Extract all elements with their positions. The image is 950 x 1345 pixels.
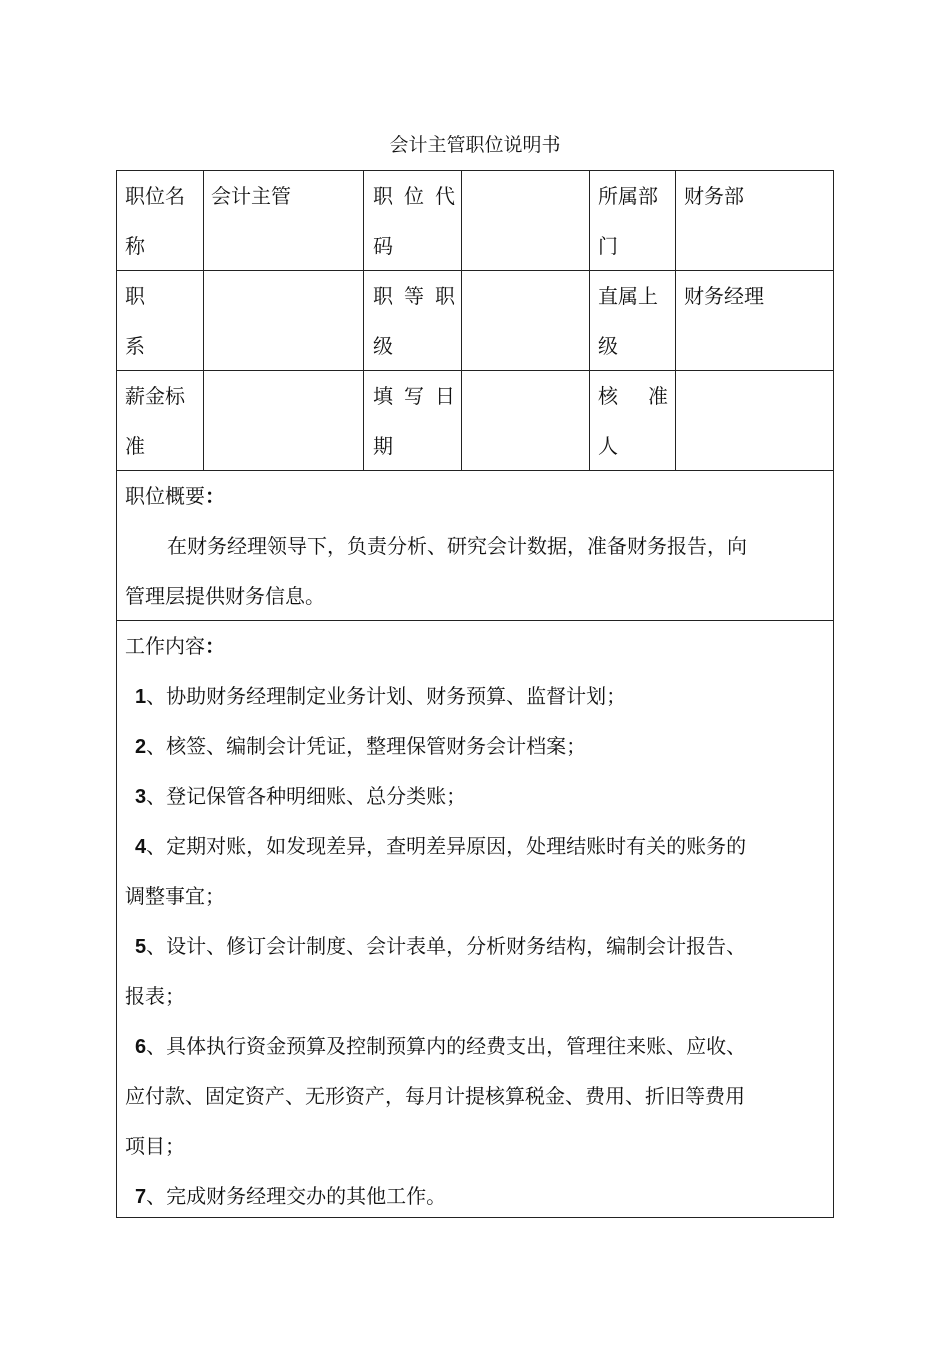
label-department xyxy=(598,171,658,271)
job-description-table xyxy=(116,170,834,1218)
duty-text: 、完成财务经理交办的其他工作。 xyxy=(146,1184,447,1208)
duties-heading-text: 工作内容 xyxy=(125,634,205,658)
value-direct-supervisor: 财务经理 xyxy=(684,284,764,308)
duty-number: 3 xyxy=(135,786,147,808)
label-position-code xyxy=(373,171,466,271)
label-salary-standard xyxy=(125,371,185,471)
duty-text: 、定期对账，如发现差异，查明差异原因，处理结账时有关的账务的 xyxy=(146,834,747,858)
duties-heading-colon: ： xyxy=(205,634,225,658)
duty-item-6-continued: 应付款、固定资产、无形资产，每月计提核算税金、费用、折旧等费用 xyxy=(125,1084,745,1108)
duty-text: 、具体执行资金预算及控制预算内的经费支出，管理往来账、应收、 xyxy=(146,1034,747,1058)
label-approver xyxy=(598,371,698,471)
label-job-family xyxy=(125,271,145,371)
summary-line: 管理层提供财务信息。 xyxy=(125,584,325,608)
duty-item-5 xyxy=(135,921,746,972)
label-line: 系 xyxy=(125,334,145,358)
label-grade-level xyxy=(373,271,466,371)
summary-heading-text: 职位概要 xyxy=(125,484,205,508)
duty-item-7 xyxy=(135,1171,446,1222)
label-fill-date xyxy=(373,371,466,471)
summary-heading xyxy=(125,471,225,521)
duty-item-2 xyxy=(135,721,586,772)
document-title: 会计主管职位说明书 xyxy=(389,134,561,156)
summary-heading-colon: ： xyxy=(205,484,225,508)
duty-item-1 xyxy=(135,671,626,722)
label-line: 准 xyxy=(125,434,145,458)
label-line: 期 xyxy=(373,434,393,458)
column-divider xyxy=(203,171,204,470)
duty-number: 5 xyxy=(135,936,147,958)
row-divider xyxy=(117,370,833,371)
duty-number: 2 xyxy=(135,736,147,758)
duty-text: 、登记保管各种明细账、总分类账； xyxy=(146,784,467,808)
duty-number: 4 xyxy=(135,836,147,858)
column-divider xyxy=(363,171,364,470)
label-direct-supervisor xyxy=(598,271,658,371)
duty-text: 、设计、修订会计制度、会计表单，分析财务结构，编制会计报告、 xyxy=(146,934,747,958)
label-line: 门 xyxy=(598,234,618,258)
label-line: 填写日 xyxy=(373,384,466,408)
summary-line: 在财务经理领导下，负责分析、研究会计数据，准备财务报告，向 xyxy=(167,534,747,558)
duty-item-5-continued: 报表； xyxy=(125,984,185,1008)
duty-text: 、核签、编制会计凭证，整理保管财务会计档案； xyxy=(146,734,587,758)
column-divider xyxy=(589,171,590,470)
duty-item-6-continued: 项目； xyxy=(125,1134,185,1158)
duty-number: 7 xyxy=(135,1186,147,1208)
label-line: 级 xyxy=(598,334,618,358)
label-line: 码 xyxy=(373,234,393,258)
value-position-name: 会计主管 xyxy=(211,184,291,208)
label-line: 核准 xyxy=(598,384,698,408)
label-line: 薪金标 xyxy=(125,384,185,408)
label-line: 职位代 xyxy=(373,184,466,208)
label-line: 人 xyxy=(598,434,618,458)
label-position-name xyxy=(125,171,185,271)
label-line: 职等职 xyxy=(373,284,466,308)
label-line: 职位名 xyxy=(125,184,185,208)
duty-item-6 xyxy=(135,1021,746,1072)
duty-item-4-continued: 调整事宜； xyxy=(125,884,225,908)
label-line: 称 xyxy=(125,234,145,258)
duties-heading xyxy=(125,621,225,671)
duty-item-3 xyxy=(135,771,466,822)
duty-number: 6 xyxy=(135,1036,147,1058)
duty-number: 1 xyxy=(135,686,147,708)
label-line: 职 xyxy=(125,284,145,308)
label-line: 直属上 xyxy=(598,284,658,308)
label-line: 所属部 xyxy=(598,184,658,208)
label-line: 级 xyxy=(373,334,393,358)
duty-text: 、协助财务经理制定业务计划、财务预算、监督计划； xyxy=(146,684,627,708)
value-department: 财务部 xyxy=(684,184,744,208)
duty-item-4 xyxy=(135,821,746,872)
